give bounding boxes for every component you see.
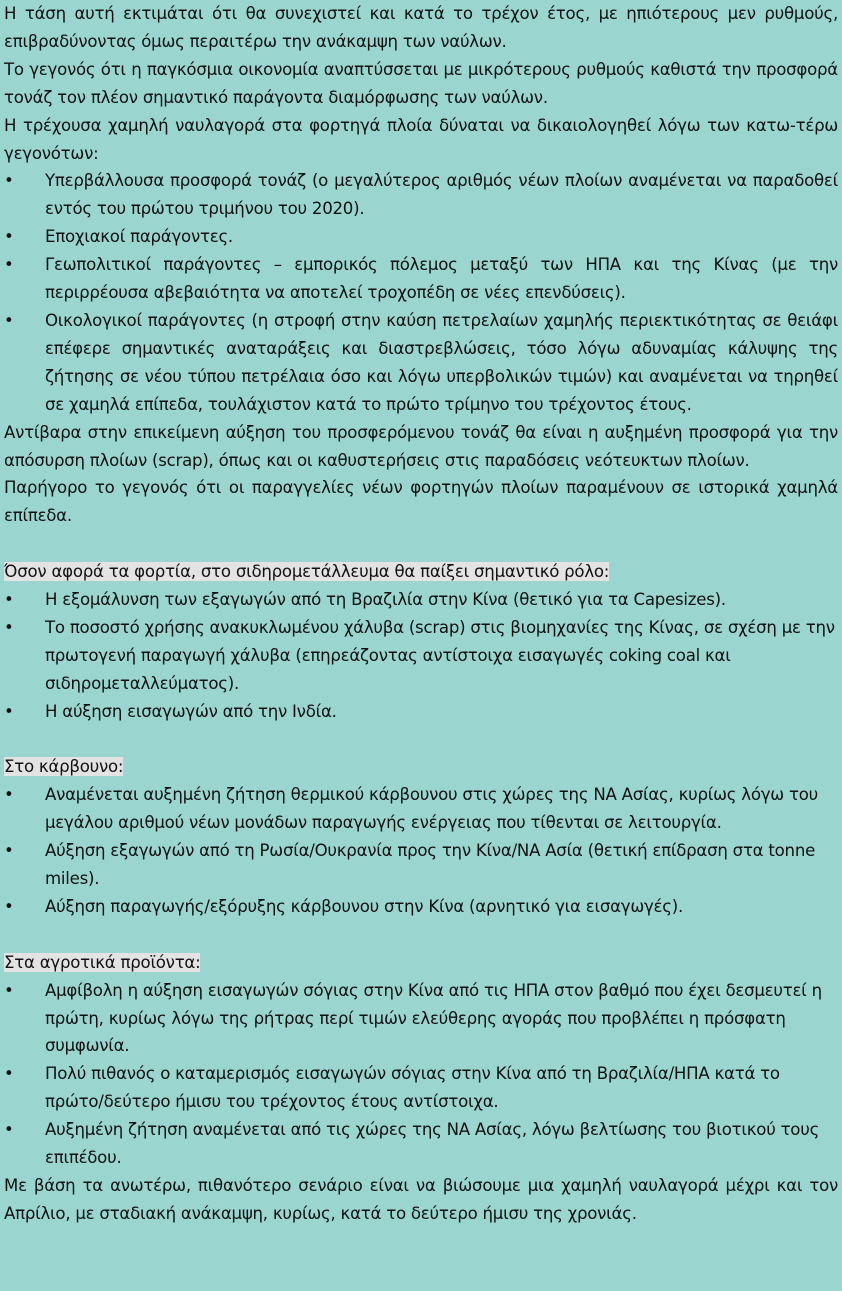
list-item [4, 781, 838, 837]
list-item-text: Η εξομάλυνση των εξαγωγών από τη Βραζιλία στην Κίνα (θετικό για τα Capesizes). [45, 590, 726, 610]
bullet-icon: • [4, 1064, 14, 1084]
list-item [4, 837, 838, 893]
list-item-text: Πολύ πιθανός ο καταμερισμός εισαγωγών σόγιας στην Κίνα από τη Βραζιλία/ΗΠΑ κατά το πρώτο/δεύτερο ήμισυ του τρέχοντος έτους αντίστοιχα. [45, 1064, 780, 1112]
conclusion-paragraph: Με βάση τα ανωτέρω, πιθανότερο σενάριο είναι να βιώσουμε μια χαμηλή ναυλαγορά μέχρι και τον Απρίλιο, με σταδιακή ανάκαμψη, κυρίως, κατά το δεύτερο ήμισυ της χρονιάς. [4, 1176, 838, 1223]
list-item-text: Αυξημένη ζήτηση αναμένεται από τις χώρες της ΝΑ Ασίας, λόγω βελτίωσης του βιοτικού τους επιπέδου. [45, 1120, 820, 1168]
section-heading-coal: Στο κάρβουνο: [4, 757, 124, 777]
list-item-text: Αναμένεται αυξημένη ζήτηση θερμικού κάρβουνου στις χώρες της ΝΑ Ασίας, κυρίως λόγω του μεγάλου αριθμού νέων μονάδων παραγωγής ενέργειας που τίθενται σε λειτουργία. [45, 785, 818, 833]
list-item [4, 614, 838, 698]
bullet-icon: • [4, 310, 14, 330]
list-item-text: Αμφίβολη η αύξηση εισαγωγών σόγιας στην Κίνα από τις ΗΠΑ στον βαθμό που έχει δεσμευτεί η πρώτη, κυρίως λόγω της ρήτρας περί τιμών ελεύθερης αγοράς που προβλέπει η πρόσφατη συμφωνία. [45, 980, 822, 1056]
bullet-icon: • [4, 590, 14, 610]
list-item [4, 167, 838, 223]
bullet-icon: • [4, 1120, 14, 1140]
bullet-icon: • [4, 701, 14, 721]
bullet-icon: • [4, 171, 14, 191]
list-item [4, 1116, 838, 1172]
spacer [4, 530, 838, 558]
body-paragraph: Παρήγορο το γεγονός ότι οι παραγγελίες νέων φορτηγών πλοίων παραμένουν σε ιστορικά χαμηλά επίπεδα. [4, 478, 838, 526]
coal-list [4, 781, 838, 921]
bullet-icon: • [4, 785, 14, 805]
list-item-text: Το ποσοστό χρήσης ανακυκλωμένου χάλυβα (scrap) στις βιομηχανίες της Κίνας, σε σχέση με την πρωτογενή παραγωγή χάλυβα (επηρεάζοντας αντίστοιχα εισαγωγές coking coal και σιδηρομεταλλεύματος). [45, 617, 835, 693]
body-paragraph: Αντίβαρα στην επικείμενη αύξηση του προσφερόμενου τονάζ θα είναι η αυξημένη προσφορά για την απόσυρση πλοίων (scrap), όπως και οι καθυστερήσεις στις παραδόσεις νεότευκτων πλοίων. [4, 422, 838, 470]
list-item [4, 251, 838, 307]
spacer [4, 921, 838, 949]
section-heading-agri: Στα αγροτικά προϊόντα: [4, 952, 201, 972]
list-item-text: Αύξηση εξαγωγών από τη Ρωσία/Ουκρανία προς την Κίνα/ΝΑ Ασία (θετική επίδραση στα tonne miles). [45, 841, 816, 889]
list-item [4, 1060, 838, 1116]
intro-paragraph: Η τάση αυτή εκτιμάται ότι θα συνεχιστεί και κατά το τρέχον έτος, με ηπιότερους μεν ρυθμούς, επιβραδύνοντας όμως περαιτέρω την ανάκαμψη των ναύλων. [4, 4, 838, 51]
bullet-icon: • [4, 227, 14, 247]
agri-list [4, 977, 838, 1172]
bullet-icon: • [4, 980, 14, 1000]
list-item-text: Γεωπολιτικοί παράγοντες – εμπορικός πόλεμος μεταξύ των ΗΠΑ και της Κίνας (με την περιρρέουσα αβεβαιότητα να αποτελεί τροχοπέδη σε νέες επενδύσεις). [45, 255, 838, 303]
spacer [4, 726, 838, 754]
intro-paragraph: Το γεγονός ότι η παγκόσμια οικονομία αναπτύσσεται με μικρότερους ρυθμούς καθιστά την προσφορά τονάζ τον πλέον σημαντικό παράγοντα διαμόρφωσης των ναύλων. [4, 59, 838, 107]
list-item-text: Οικολογικοί παράγοντες (η στροφή στην καύση πετρελαίων χαμηλής περιεκτικότητας σε θειάφι επέφερε σημαντικές αναταράξεις και διαστρεβλώσεις, τόσο λόγω αδυναμίας κάλυψης της ζήτησης σε νέου τύπου πετρέλαια όσο και λόγω υπερβολικών τιμών) και αναμένεται να τηρηθεί σε χαμηλά επίπεδα, τουλάχιστον κατά το πρώτο τρίμηνο του τρέχοντος έτους. [45, 310, 838, 414]
list-item-text: Αύξηση παραγωγής/εξόρυξης κάρβουνου στην Κίνα (αρνητικό για εισαγωγές). [45, 896, 684, 916]
bullet-icon: • [4, 896, 14, 916]
section-heading-iron-ore: Όσον αφορά τα φορτία, στο σιδηρομετάλλευμα θα παίξει σημαντικό ρόλο: [4, 562, 610, 582]
intro-paragraph: Η τρέχουσα χαμηλή ναυλαγορά στα φορτηγά πλοία δύναται να δικαιολογηθεί λόγω των κατω-τέρω γεγονότων: [4, 115, 838, 163]
reasons-list [4, 167, 838, 418]
list-item-text: Υπερβάλλουσα προσφορά τονάζ (ο μεγαλύτερος αριθμός νέων πλοίων αναμένεται να παραδοθεί εντός του πρώτου τριμήνου του 2020). [45, 171, 838, 219]
list-item [4, 698, 838, 726]
list-item [4, 223, 838, 251]
list-item-text: Εποχιακοί παράγοντες. [45, 227, 233, 247]
iron-ore-list [4, 586, 838, 726]
bullet-icon: • [4, 841, 14, 861]
list-item-text: Η αύξηση εισαγωγών από την Ινδία. [45, 701, 337, 721]
list-item [4, 977, 838, 1061]
list-item [4, 307, 838, 419]
list-item [4, 893, 838, 921]
bullet-icon: • [4, 255, 14, 275]
list-item [4, 586, 838, 614]
bullet-icon: • [4, 617, 14, 637]
